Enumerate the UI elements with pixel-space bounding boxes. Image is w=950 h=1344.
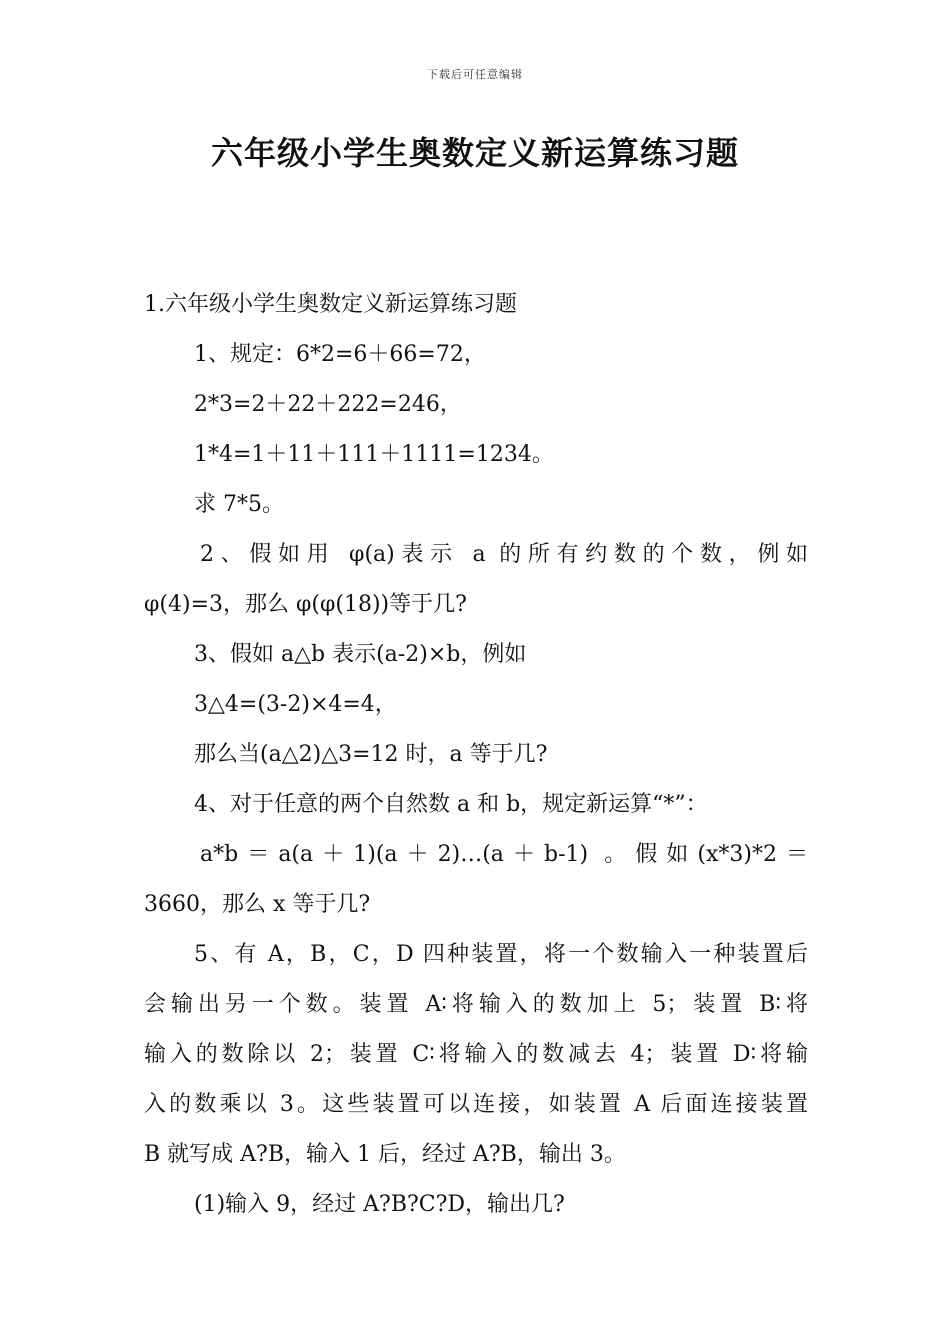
problem-2-text: 2、假如用 φ(a)表示 a 的所有约数的个数，例如 <box>200 542 808 567</box>
problem-1-rule: 1、规定：6*2=6＋66=72， <box>194 342 486 367</box>
problem-1-question: 求 7*5。 <box>194 492 284 517</box>
problem-4-question: 3660，那么 x 等于几? <box>144 892 371 917</box>
problem-3-text: 3、假如 a△b 表示(a-2)×b，例如 <box>194 642 527 667</box>
section-heading: 1.六年级小学生奥数定义新运算练习题 <box>144 292 517 317</box>
problem-4-formula: a*b＝a(a＋1)(a＋2)…(a＋b-1) 。假如(x*3)*2＝ <box>200 842 808 867</box>
header-note: 下载后可任意编辑 <box>427 68 523 81</box>
problem-2-text-cont: φ(4)=3，那么 φ(φ(18))等于几? <box>144 592 467 617</box>
problem-3-question: 那么当(a△2)△3=12 时，a 等于几? <box>194 742 548 767</box>
problem-5-text-5: B 就写成 A?B，输入 1 后，经过 A?B，输出 3。 <box>144 1142 626 1167</box>
document-title: 六年级小学生奥数定义新运算练习题 <box>210 134 739 172</box>
problem-1-example-3: 1*4=1＋11＋111＋1111=1234。 <box>194 442 554 467</box>
problem-3-example: 3△4=(3-2)×4=4， <box>194 692 397 717</box>
problem-5-text-2: 会输出另一个数。装置 A∶将输入的数加上 5；装置 B∶将 <box>144 992 808 1017</box>
problem-5-subquestion-1: (1)输入 9，经过 A?B?C?D，输出几? <box>194 1192 565 1217</box>
problem-1-example-2: 2*3=2＋22＋222=246， <box>194 392 462 417</box>
problem-5-text-3: 输入的数除以 2；装置 C∶将输入的数减去 4；装置 D∶将输 <box>144 1042 808 1067</box>
problem-5-text: 5、有 A，B，C，D 四种装置，将一个数输入一种装置后 <box>194 942 808 967</box>
problem-5-text-4: 入的数乘以 3。这些装置可以连接，如装置 A 后面连接装置 <box>144 1092 808 1117</box>
problem-4-text: 4、对于任意的两个自然数 a 和 b，规定新运算“*”： <box>194 792 708 817</box>
document-body <box>144 280 808 1230</box>
